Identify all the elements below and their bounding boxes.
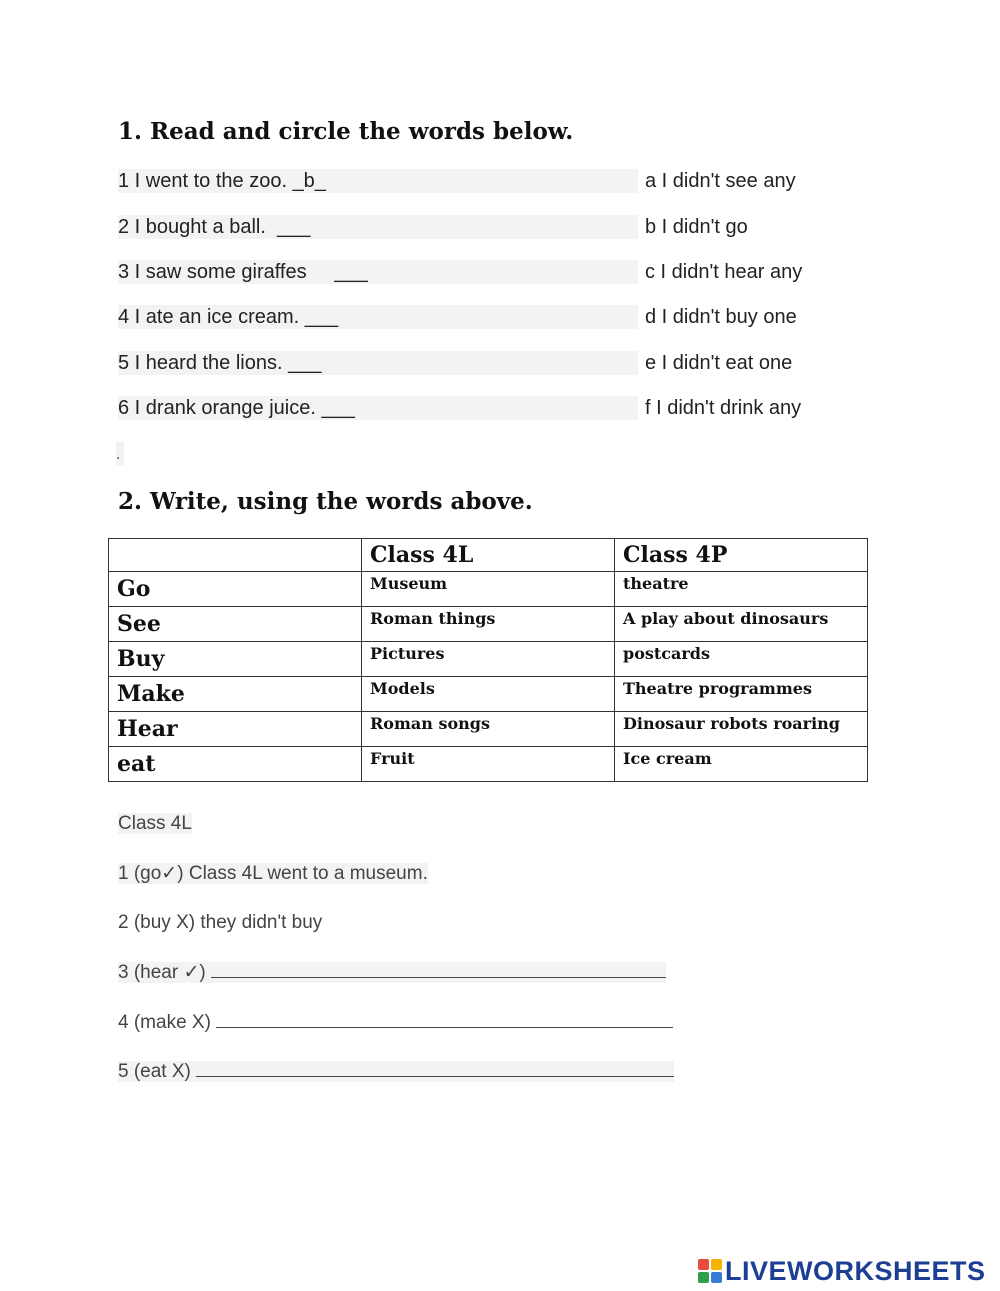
class4l-cell: Roman songs <box>362 712 615 747</box>
answer-field[interactable]: _b_ <box>292 170 326 192</box>
exercise1-row <box>118 350 818 376</box>
sentence-cue: 2 (buy X) <box>118 912 201 933</box>
class4p-cell: Dinosaur robots roaring <box>615 712 868 747</box>
sentence-answer[interactable]: Class 4L went to a museum. <box>188 863 428 884</box>
sentence-line <box>118 1009 673 1036</box>
row-prompt: 5 I heard the lions. ___ <box>118 352 322 374</box>
verb-cell: Go <box>109 572 362 607</box>
logo-text: LIVEWORKSHEETS <box>725 1255 986 1286</box>
answer-field[interactable]: ___ <box>321 397 355 419</box>
sentence-cue: 3 (hear ✓) <box>118 962 212 983</box>
table-header-cell: Class 4L <box>362 539 615 572</box>
sentence-answer[interactable] <box>196 1058 674 1077</box>
row-option: a I didn't see any <box>645 170 796 192</box>
table-header-cell <box>109 539 362 572</box>
trailing-mark: . <box>116 441 124 465</box>
row-option: f I didn't drink any <box>645 397 802 419</box>
verb-cell: Hear <box>109 712 362 747</box>
table-row <box>109 677 868 712</box>
row-prompt: 4 I ate an ice cream. ___ <box>118 306 339 328</box>
row-prompt: 6 I drank orange juice. ___ <box>118 397 355 419</box>
exercise1-row <box>118 395 818 421</box>
table-row <box>109 747 868 782</box>
class4l-cell: Models <box>362 677 615 712</box>
class4l-cell: Museum <box>362 572 615 607</box>
verb-cell: eat <box>109 747 362 782</box>
table-row <box>109 642 868 677</box>
sentence-answer[interactable] <box>211 959 666 978</box>
answer-field[interactable]: ___ <box>304 306 339 328</box>
verb-cell: Make <box>109 677 362 712</box>
row-prompt: 3 I saw some giraffes ___ <box>118 261 368 283</box>
row-option: e I didn't eat one <box>645 352 793 374</box>
row-option: d I didn't buy one <box>645 306 797 328</box>
exercise1-row <box>118 259 818 285</box>
table-row <box>109 607 868 642</box>
sentence-answer[interactable] <box>216 1009 673 1028</box>
exercise1-row <box>118 304 818 330</box>
activities-table <box>108 538 868 782</box>
row-prompt: 1 I went to the zoo. _b_ <box>118 170 326 192</box>
row-option: b I didn't go <box>645 216 748 238</box>
class4l-cell: Roman things <box>362 607 615 642</box>
sentence-answer[interactable]: they didn't buy <box>200 912 323 933</box>
table-header-cell: Class 4P <box>615 539 868 572</box>
class4l-cell: Fruit <box>362 747 615 782</box>
answer-field[interactable]: ___ <box>334 261 368 283</box>
exercise1-row <box>118 168 818 194</box>
liveworksheets-logo <box>698 1256 986 1286</box>
class4p-cell: A play about dinosaurs <box>615 607 868 642</box>
sentence-line <box>118 959 666 986</box>
sentence-line <box>118 910 322 936</box>
verb-cell: See <box>109 607 362 642</box>
sentence-cue: 5 (eat X) <box>118 1061 197 1082</box>
class4p-cell: theatre <box>615 572 868 607</box>
table-row <box>109 712 868 747</box>
class4p-cell: Ice cream <box>615 747 868 782</box>
row-option: c I didn't hear any <box>645 261 803 283</box>
sentence-line <box>118 1058 674 1085</box>
logo-mark-icon <box>698 1259 722 1283</box>
table-header-row <box>109 539 868 572</box>
sentence-line <box>118 861 428 887</box>
answer-field[interactable]: ___ <box>288 352 322 374</box>
section-label: Class 4L <box>118 813 192 834</box>
table-row <box>109 572 868 607</box>
exercise1-heading: 1. Read and circle the words below. <box>118 118 574 145</box>
row-prompt: 2 I bought a ball. ___ <box>118 216 311 238</box>
sentence-cue: 1 (go✓) <box>118 863 189 884</box>
class4p-cell: Theatre programmes <box>615 677 868 712</box>
sentence-cue: 4 (make X) <box>118 1012 217 1033</box>
answer-field[interactable]: ___ <box>277 216 311 238</box>
class4l-cell: Pictures <box>362 642 615 677</box>
verb-cell: Buy <box>109 642 362 677</box>
exercise2-heading: 2. Write, using the words above. <box>118 488 533 515</box>
exercise1-row <box>118 214 818 240</box>
class4p-cell: postcards <box>615 642 868 677</box>
